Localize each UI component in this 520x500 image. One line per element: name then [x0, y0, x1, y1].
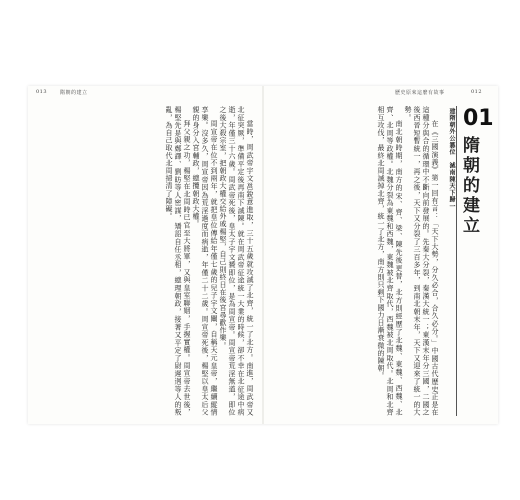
- right-paragraph: 南北朝時期，南方的宋、齊、梁、陳先後更替，北方則經歷了北魏、東魏、西魏、北齊、北周等政權。北魏分裂為東魏和西魏，東魏被北齊取代，西魏被北周取代。北周和北齊相互攻伐，最終北周滅掉北齊，統一了北方，南方則只剩下國力日漸衰微的陳朝。: [377, 106, 403, 416]
- left-page-number: 013: [36, 89, 48, 95]
- right-page: [263, 86, 498, 424]
- left-page: [28, 86, 263, 424]
- left-paragraph: 當時，周武帝宇文邕銳意進取，三十五歲就攻滅了北齊，統一了北方。南進，周武帝又北征突厥，準備平定後再南下滅陳。就在周武帝征途統一大業的時候，卻不幸在北征途中病逝，年僅三十六歲。周武帝死後，皇太子宇文贇即位，是為周宣帝。周宣帝荒淫無道，即位之後大殺宗室，把朝政大權交給外戚楊堅，自己則終日在後宮尋歡作樂。: [219, 106, 254, 416]
- right-running-head: 歷史原來這麼有故事: [395, 90, 445, 96]
- chapter-subtitle: 建隋朝外公篡位 滅南陳天下歸一: [448, 108, 455, 210]
- chapter-heading: [447, 106, 495, 416]
- left-body-text: [40, 106, 254, 416]
- right-paragraph: 在《三國演義》第一回有言：「天下大勢，分久必合，合久必分。」中國古代歷史正是在這種分與合的循環中不斷向前發展的。先秦大分裂，秦漢大統一；東漢末年分三國，二國之後西晉短暫統一，再之後，天下又分裂了三百多年，到南北朝末年，天下又迎來了統一的大勢。: [404, 106, 439, 416]
- left-running-head: 隋朝的建立: [60, 90, 88, 96]
- book-spread: [28, 86, 498, 424]
- chapter-number: 01: [463, 106, 494, 131]
- chapter-title: 隋朝的建立: [459, 136, 479, 236]
- left-paragraph: 周宣帝在位不到兩年，就把皇位傳給年僅七歲的兒子宇文闡，自稱天元皇帝，繼續縱情享樂。沒多久，周宣帝因為荒淫過度而病逝，年僅二十二歲。周宣帝死後，楊堅以皇太后父親的身分入宮輔政，總攬朝政大權。: [192, 106, 218, 416]
- right-page-number: 012: [471, 89, 483, 95]
- left-paragraph: 拜父親之功，楊堅在北周時已官至大將軍，又與皇室聯姻，手握實權。周宣帝去世後，楊堅先是與鄭譯、劉昉等人密謀，矯詔自任丞相，總理朝政，接著又平定了尉遲迥等人的叛亂，為自己取代北周掃清了障礙。: [165, 106, 191, 416]
- right-body-text: [267, 106, 439, 416]
- chapter-divider: [456, 106, 457, 416]
